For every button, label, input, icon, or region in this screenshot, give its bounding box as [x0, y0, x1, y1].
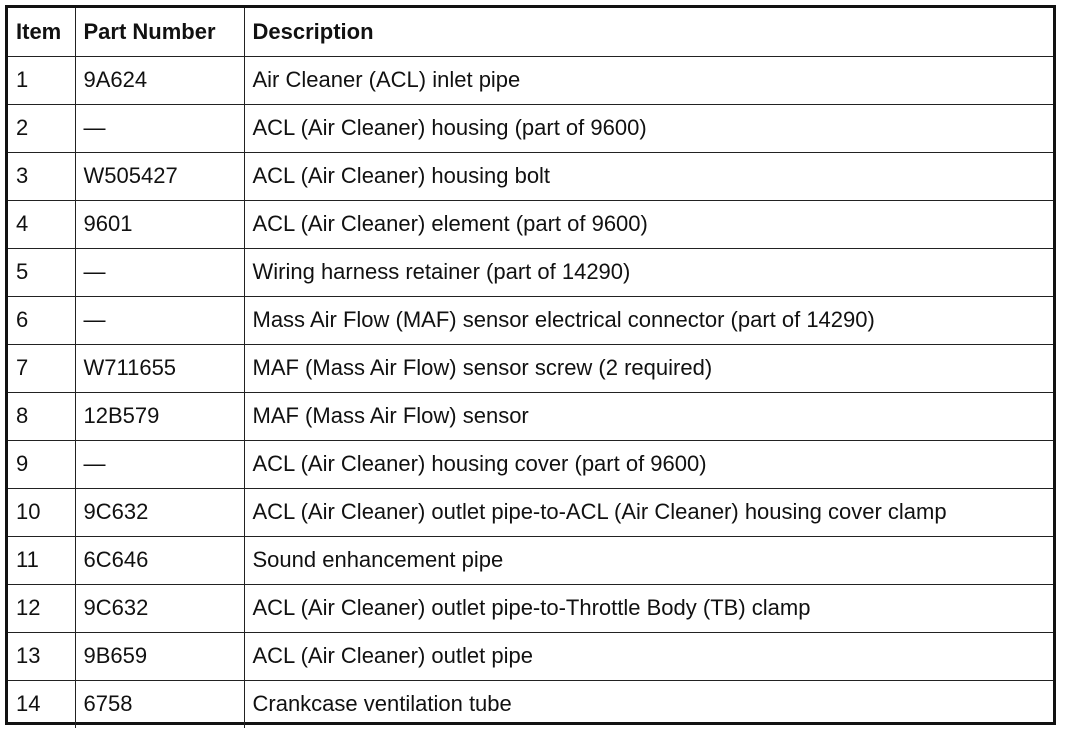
cell-description: Crankcase ventilation tube — [244, 680, 1053, 728]
cell-part-number: 6C646 — [75, 536, 244, 584]
table-row — [8, 584, 1053, 632]
cell-description: Mass Air Flow (MAF) sensor electrical connector (part of 14290) — [244, 296, 1053, 344]
cell-item: 12 — [8, 584, 75, 632]
cell-description: Sound enhancement pipe — [244, 536, 1053, 584]
cell-part-number: W711655 — [75, 344, 244, 392]
cell-description: ACL (Air Cleaner) housing (part of 9600) — [244, 104, 1053, 152]
cell-description: ACL (Air Cleaner) outlet pipe-to-Throttle Body (TB) clamp — [244, 584, 1053, 632]
cell-part-number: — — [75, 104, 244, 152]
cell-description: MAF (Mass Air Flow) sensor — [244, 392, 1053, 440]
table-row — [8, 392, 1053, 440]
header-description: Description — [244, 8, 1053, 56]
cell-item: 7 — [8, 344, 75, 392]
table-row — [8, 488, 1053, 536]
header-item: Item — [8, 8, 75, 56]
parts-table — [8, 8, 1053, 728]
table-row — [8, 152, 1053, 200]
cell-part-number: — — [75, 440, 244, 488]
cell-item: 6 — [8, 296, 75, 344]
cell-description: ACL (Air Cleaner) housing bolt — [244, 152, 1053, 200]
cell-item: 9 — [8, 440, 75, 488]
table-row — [8, 104, 1053, 152]
cell-item: 10 — [8, 488, 75, 536]
header-part-number: Part Number — [75, 8, 244, 56]
table-row — [8, 536, 1053, 584]
cell-description: ACL (Air Cleaner) outlet pipe — [244, 632, 1053, 680]
cell-item: 13 — [8, 632, 75, 680]
table-row — [8, 56, 1053, 104]
cell-part-number: 6758 — [75, 680, 244, 728]
cell-item: 2 — [8, 104, 75, 152]
cell-part-number: 12B579 — [75, 392, 244, 440]
cell-description: Air Cleaner (ACL) inlet pipe — [244, 56, 1053, 104]
cell-part-number: 9A624 — [75, 56, 244, 104]
table-body — [8, 56, 1053, 728]
cell-description: Wiring harness retainer (part of 14290) — [244, 248, 1053, 296]
table-row — [8, 632, 1053, 680]
parts-table-frame — [5, 5, 1056, 725]
table-row — [8, 248, 1053, 296]
cell-item: 1 — [8, 56, 75, 104]
cell-part-number: 9C632 — [75, 488, 244, 536]
cell-part-number: — — [75, 296, 244, 344]
cell-item: 14 — [8, 680, 75, 728]
cell-part-number: 9B659 — [75, 632, 244, 680]
table-row — [8, 200, 1053, 248]
cell-description: MAF (Mass Air Flow) sensor screw (2 required) — [244, 344, 1053, 392]
cell-item: 5 — [8, 248, 75, 296]
table-row — [8, 344, 1053, 392]
cell-part-number: — — [75, 248, 244, 296]
table-row — [8, 440, 1053, 488]
cell-item: 3 — [8, 152, 75, 200]
cell-part-number: 9601 — [75, 200, 244, 248]
cell-part-number: 9C632 — [75, 584, 244, 632]
cell-description: ACL (Air Cleaner) element (part of 9600) — [244, 200, 1053, 248]
cell-item: 8 — [8, 392, 75, 440]
table-row — [8, 296, 1053, 344]
cell-part-number: W505427 — [75, 152, 244, 200]
cell-item: 11 — [8, 536, 75, 584]
table-header-row — [8, 8, 1053, 56]
cell-item: 4 — [8, 200, 75, 248]
cell-description: ACL (Air Cleaner) housing cover (part of 9600) — [244, 440, 1053, 488]
cell-description: ACL (Air Cleaner) outlet pipe-to-ACL (Air Cleaner) housing cover clamp — [244, 488, 1053, 536]
table-row — [8, 680, 1053, 728]
